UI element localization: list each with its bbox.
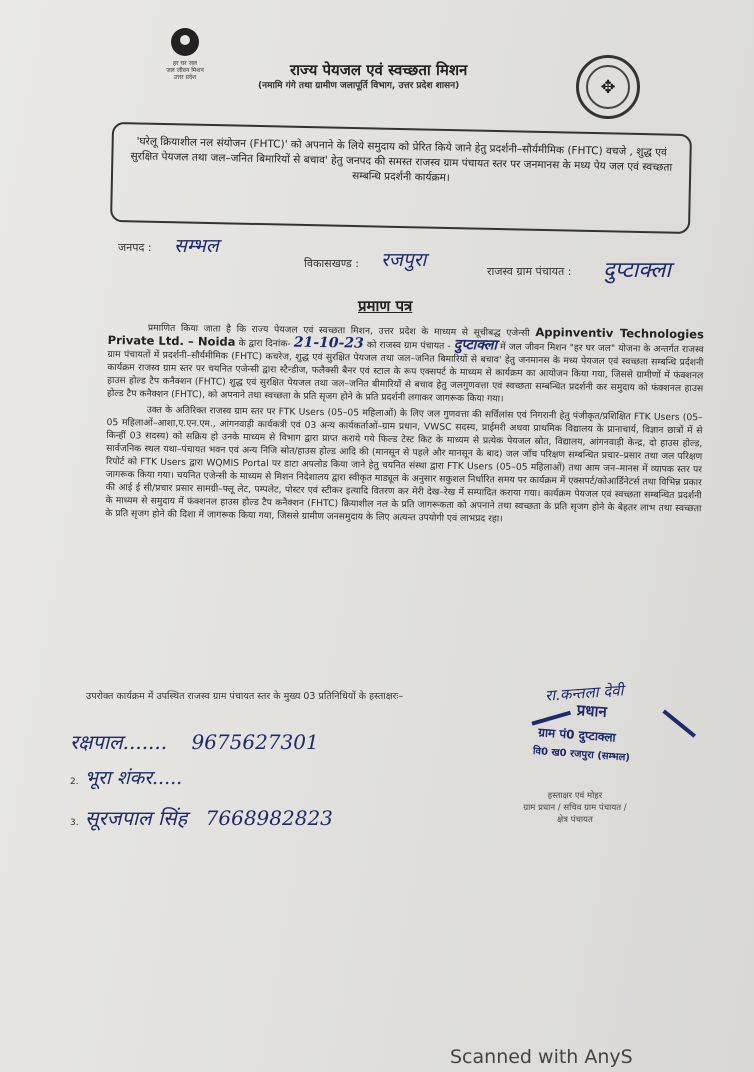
mission-title: राज्य पेयजल एवं स्वच्छता मिशन [290,61,468,79]
agency-name: Appinventiv Technologies Private Ltd. – Noida [107,324,704,349]
village-name: दुप्टाक्ला [453,336,498,354]
up-government-emblem [576,55,640,119]
body-paragraph-1 [107,320,704,409]
stamp-designation: प्रधान [576,700,608,721]
p1-rest: में जल जीवन मिशन "हर घर जल" योजना के अन्तर्गत राजस्व ग्राम पंचायतों में प्रदर्शनी–सौर्यमीमिक (FHTC) कचरेज, शुद्ध एवं सुरक्षित पेयजल तथा जल–जनित बिमारियों से बचाव' हेतु जनमानस के मध्य पेयजल एवं स्वच्छता सम्बन्धि प्रर्दशनी कार्यक्रम राजस्व ग्राम स्तर पर चयनित एजेन्सी द्वारा स्टैन्डीज, फलैक्सी बैनर एवं स्टाल के रूप एक्सपर्ट के माध्यम से कार्यक्रम का आयोजन किया गया, जिससे ग्रामीणों में फंक्शनल हाउस होल्ड टैप कनैक्शन (FHTC) शुद्ध एवं सुरक्षित पेयजल तथा जल–जनित बीमारियों से बचाव हेतु जलगुणवत्ता एवं स्वच्छता सम्बन्धित प्रदर्शनी कर समुदाय को फंक्शनल हाउस होल्ड टैप कनैक्शन (FHTC), को अपनाने तथा स्वच्छता के प्रति सृजग होने के प्रति प्रदर्शनी लगाकर जागरूक किया गया। [106,341,704,405]
certificate-title: प्रमाण पत्र [358,297,413,315]
p1-mid: के द्वारा दिनांक- [238,337,291,350]
stamp-stroke-right [645,709,696,759]
body-paragraph-2: उक्त के अतिरिक्त राजस्व ग्राम स्तर पर FTK Users (05–05 महिलाओं) के लिए जल गुणवत्ता की सर्विलांस एवं निगरानी हेतु पंजीकृत/प्रशिक्षित FTK Users (05–05 महिलाओं–आशा,ए.एन.एम., आंगनवाड़ी कार्यकत्री एवं 03 अन्य कार्यकर्ताओं–ग्राम प्रधान, VWSC सदस्य, प्राईमरी अथवा प्राथमिक विद्यालय के प्रानाचार्य, विज्ञान छात्रों में से किन्हीं 03 सदस्य) को सक्रिय हो उनके माध्यम से विभाग द्वारा प्राप्त कराये गये फिल्ड टेस्ट किट के माध्यम से प्रत्येक पेयजल स्रोत, विद्यालय, आंगनवाड़ी केन्द्र, दो हाउस होल्ड, सार्वजनिक स्थल यथा–पंचायत भवन एवं अन्य निजि स्रोत/हाउस होल्ड आदि की (मानसून से पहले और मानसून के बाद) जल जाँच परिक्षण सम्बन्धित प्रचार–प्रसार तथा जल परिक्षण रिपोर्ट को FTK Users द्वारा WQMIS Portal पर डाटा अपलोड किया जाने हेतु चयनित संस्था द्वारा FTK Users (05–05 महिलाओं) तथा आम जन–मानस में व्यापक स्तर पर जागरूक किया गया। चयनित एजेन्सी के माध्यम से मिशन निदेशालय द्वारा स्वीकृत माड्यूल के अनुसार सकुशल निर्धारित समय पर कार्यक्रम में एक्सपर्ट/कोआर्डिनेटर्स तथा विभिन्न प्रकार की आई ई सी/प्रचार प्रसार सामग्री–फ्लू लेट, पम्पलेट, पोस्टर एवं स्टीकर इत्यादि वितरण कर मेरी देख–रेख में सम्पादित कराया गया। कार्यक्रम पेयजल एवं स्वच्छता सम्बन्धित प्रदर्शनी के माध्यम से समुदाय में फंक्शनल हाउस होल्ड टैप कनैक्शन (FHTC) क्रियाशील नल के प्रति जागरूकता को अपनाने तथा स्वच्छता के प्रति सृजग होने के बेहतर लाभ तथा स्वच्छता के प्रति सृजग होने की दिशा में जागरूक किया गया, जिससे ग्रामीण जनसमुदाय के लिए अत्यन्त उपयोगी एवं लाभप्रद रहा। [105,404,703,525]
logo-caption: हर घर जल जल जीवन मिशन उत्तर प्रदेश [166,60,204,81]
program-date: 21-10-23 [293,334,364,352]
pradhan-signature: रा.कन्तला देवी [544,681,625,705]
signature-3-name: सूरजपाल सिंह [84,806,188,830]
block-label: विकासखण्ड : [304,257,360,270]
jal-jeevan-mission-logo [150,28,220,81]
signature-seal-caption: हस्ताक्षर एवं मोहर ग्राम प्रधान / सचिव ग्राम पंचायत / क्षेत्र पंचायत [523,791,627,825]
p1-start: प्रमाणित किया जाता है कि राज्य पेयजल एवं स्वच्छता मिशन, उत्तर प्रदेश के माध्यम से सूचीबद्ध एजेन्सी [147,322,530,339]
signature-3-phone: 7668982823 [205,806,333,830]
signature-2-name: भूरा शंकर..... [84,767,183,789]
water-drop-icon [171,28,199,56]
mission-subtitle: (नमामि गंगे तथा ग्रामीण जलापूर्ति विभाग, उत्तर प्रदेश शासन) [258,81,460,91]
stamp-village: ग्राम पं0 दुप्टाक्ला [537,725,617,745]
block-value: रजपुरा [381,249,427,271]
panchayat-value: दुप्टाक्ला [603,258,671,283]
p1-mid2: को राजस्व ग्राम पंचायत - [366,339,451,352]
panchayat-label: राजस्व ग्राम पंचायत : [487,265,572,278]
signature-3 [70,804,333,831]
district-label: जनपद : [118,241,152,254]
representatives-note: उपरोक्त कार्यक्रम में उपस्थित राजस्व ग्राम पंचायत स्तर के मुख्य 03 प्रतिनिधियों के हस्ताक्षरः– [86,691,404,702]
program-description-box: 'घरेलू क्रियाशील नल संयोजन (FHTC)' को अपनाने के लिये समुदाय को प्रेरित किये जाने हेतु प्रदर्शनी–सौर्यमीमिक (FHTC) वचजे , शुद्ध एवं सुरक्षित पेयजल तथा जल–जनित बिमारियों से बचाव' हेतु जनपद की समस्त राजस्व ग्राम पंचायत स्तर पर जनमानस के मध्य पेय जल एवं स्वच्छता सम्बन्धि प्रदर्शनी कार्यक्रम। [110,122,692,234]
signature-2-number: 2. [70,777,79,787]
district-value: सम्भल [174,235,219,257]
signature-1-name: रक्षपाल....... [70,730,168,754]
stamp-block: वि0 ख0 रजपुरा (सम्भल) [532,745,631,764]
scanner-watermark: Scanned with AnyS [450,1046,633,1068]
signature-2 [70,764,182,790]
signature-3-number: 3. [70,818,79,828]
pradhan-stamp [518,696,695,780]
signature-1-phone: 9675627301 [191,730,319,754]
signature-1 [70,728,319,755]
certificate-body [105,320,704,531]
emblem-icon: ✥ [586,65,630,109]
